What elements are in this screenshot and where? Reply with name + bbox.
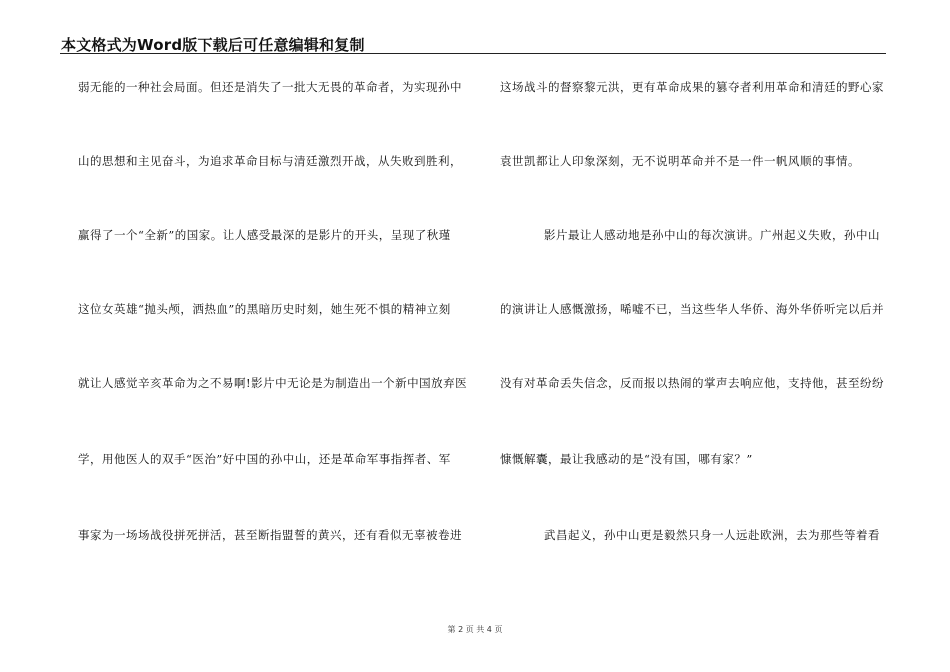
header-divider	[60, 53, 886, 54]
left-line-5: 就让人感觉辛亥革命为之不易啊!影片中无论是为制造出一个新中国放弃医	[78, 376, 468, 390]
right-line-7: 武昌起义，孙中山更是毅然只身一人远赴欧洲，去为那些等着看	[544, 528, 880, 542]
right-line-2: 袁世凯都让人印象深刻，无不说明革命并不是一件一帆风顺的事情。	[500, 154, 860, 168]
right-line-5: 没有对革命丢失信念，反而报以热闹的掌声去响应他，支持他，甚至纷纷	[500, 376, 884, 390]
header-title: 本文格式为Word版下载后可任意编辑和复制	[61, 36, 365, 54]
left-line-6: 学，用他医人的双手“医治”好中国的孙中山，还是革命军事指挥者、军	[78, 452, 451, 466]
left-line-7: 事家为一场场战役拼死拼活，甚至断指盟誓的黄兴，还有看似无辜被卷进	[78, 528, 462, 542]
left-line-1: 弱无能的一种社会局面。但还是消失了一批大无畏的革命者，为实现孙中	[78, 80, 462, 94]
left-line-2: 山的思想和主见奋斗，为追求革命目标与清廷激烈开战，从失败到胜利，	[78, 154, 462, 168]
right-line-4: 的演讲让人感慨激扬，唏嘘不已，当这些华人华侨、海外华侨听完以后并	[500, 302, 884, 316]
right-line-1: 这场战斗的督察黎元洪，更有革命成果的篡夺者利用革命和清廷的野心家	[500, 80, 884, 94]
page-footer: 第 2 页 共 4 页	[447, 625, 503, 634]
right-line-3: 影片最让人感动地是孙中山的每次演讲。广州起义失败，孙中山	[544, 228, 880, 242]
left-line-3: 赢得了一个“全新”的国家。让人感受最深的是影片的开头，呈现了秋瑾	[78, 228, 451, 242]
left-line-4: 这位女英雄“抛头颅，洒热血”的黑暗历史时刻，她生死不惧的精神立刻	[78, 302, 451, 316]
right-line-6: 慷慨解囊，最让我感动的是“没有国，哪有家？”	[500, 452, 753, 466]
